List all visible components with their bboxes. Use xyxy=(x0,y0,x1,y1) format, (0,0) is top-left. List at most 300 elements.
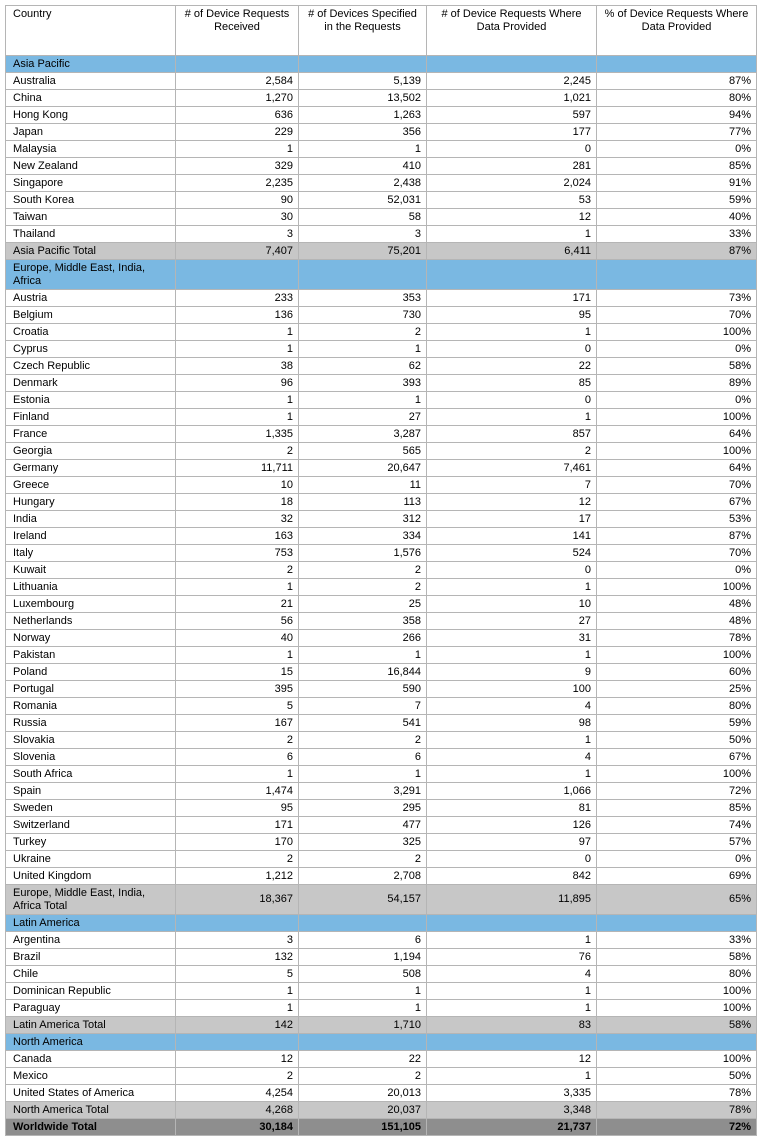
requests-received-cell: 170 xyxy=(176,834,299,851)
percent-provided-cell: 70% xyxy=(597,545,757,562)
data-provided-cell: 1 xyxy=(427,732,597,749)
devices-specified-cell: 353 xyxy=(299,290,427,307)
requests-received-cell: 2 xyxy=(176,851,299,868)
devices-specified-cell: 2 xyxy=(299,324,427,341)
country-cell: Hungary xyxy=(6,494,176,511)
region-header-filler xyxy=(299,915,427,932)
data-provided-cell: 1 xyxy=(427,226,597,243)
devices-specified-cell: 2,438 xyxy=(299,175,427,192)
table-row xyxy=(6,681,757,698)
data-provided-cell: 22 xyxy=(427,358,597,375)
devices-specified-cell: 16,844 xyxy=(299,664,427,681)
data-provided-cell: 0 xyxy=(427,141,597,158)
table-row xyxy=(6,613,757,630)
region-header-filler xyxy=(427,1034,597,1051)
country-cell: Ireland xyxy=(6,528,176,545)
percent-provided-cell: 70% xyxy=(597,477,757,494)
devices-specified-cell: 1 xyxy=(299,341,427,358)
country-cell: Luxembourg xyxy=(6,596,176,613)
header-requests-data-provided: # of Device Requests Where Data Provided xyxy=(427,6,597,56)
percent-provided-cell: 100% xyxy=(597,443,757,460)
country-cell: Czech Republic xyxy=(6,358,176,375)
percent-provided-cell: 69% xyxy=(597,868,757,885)
region-total-label: Latin America Total xyxy=(6,1017,176,1034)
table-row xyxy=(6,73,757,90)
table-row xyxy=(6,358,757,375)
country-cell: Georgia xyxy=(6,443,176,460)
requests-received-cell: 395 xyxy=(176,681,299,698)
data-provided-cell: 1 xyxy=(427,983,597,1000)
table-row xyxy=(6,1000,757,1017)
devices-specified-cell: 356 xyxy=(299,124,427,141)
requests-received-cell: 95 xyxy=(176,800,299,817)
devices-specified-cell: 62 xyxy=(299,358,427,375)
data-provided-cell: 597 xyxy=(427,107,597,124)
table-row xyxy=(6,817,757,834)
requests-received-cell: 7,407 xyxy=(176,243,299,260)
requests-received-cell: 636 xyxy=(176,107,299,124)
country-cell: Paraguay xyxy=(6,1000,176,1017)
data-provided-cell: 100 xyxy=(427,681,597,698)
requests-received-cell: 1 xyxy=(176,324,299,341)
devices-specified-cell: 52,031 xyxy=(299,192,427,209)
device-requests-report xyxy=(5,5,756,1136)
data-provided-cell: 1 xyxy=(427,579,597,596)
percent-provided-cell: 0% xyxy=(597,392,757,409)
devices-specified-cell: 58 xyxy=(299,209,427,226)
table-row xyxy=(6,851,757,868)
country-cell: Slovakia xyxy=(6,732,176,749)
data-provided-cell: 0 xyxy=(427,392,597,409)
country-cell: Brazil xyxy=(6,949,176,966)
country-cell: Germany xyxy=(6,460,176,477)
percent-provided-cell: 48% xyxy=(597,596,757,613)
devices-specified-cell: 113 xyxy=(299,494,427,511)
header-row xyxy=(6,6,757,56)
region-header-filler xyxy=(299,1034,427,1051)
data-provided-cell: 2,245 xyxy=(427,73,597,90)
country-cell: Italy xyxy=(6,545,176,562)
devices-specified-cell: 20,037 xyxy=(299,1102,427,1119)
percent-provided-cell: 53% xyxy=(597,511,757,528)
data-provided-cell: 177 xyxy=(427,124,597,141)
devices-specified-cell: 2 xyxy=(299,579,427,596)
percent-provided-cell: 67% xyxy=(597,749,757,766)
data-provided-cell: 1 xyxy=(427,647,597,664)
requests-received-cell: 18 xyxy=(176,494,299,511)
requests-received-cell: 30 xyxy=(176,209,299,226)
country-cell: Turkey xyxy=(6,834,176,851)
devices-specified-cell: 590 xyxy=(299,681,427,698)
devices-specified-cell: 7 xyxy=(299,698,427,715)
country-cell: Finland xyxy=(6,409,176,426)
percent-provided-cell: 64% xyxy=(597,460,757,477)
requests-received-cell: 136 xyxy=(176,307,299,324)
table-row xyxy=(6,226,757,243)
devices-specified-cell: 3,291 xyxy=(299,783,427,800)
region-name: Asia Pacific xyxy=(6,56,176,73)
requests-received-cell: 21 xyxy=(176,596,299,613)
table-row xyxy=(6,766,757,783)
country-cell: Lithuania xyxy=(6,579,176,596)
data-provided-cell: 4 xyxy=(427,749,597,766)
requests-received-cell: 40 xyxy=(176,630,299,647)
table-row xyxy=(6,290,757,307)
data-provided-cell: 1 xyxy=(427,932,597,949)
table-row xyxy=(6,834,757,851)
requests-received-cell: 4,254 xyxy=(176,1085,299,1102)
region-header-filler xyxy=(299,260,427,290)
percent-provided-cell: 59% xyxy=(597,192,757,209)
data-provided-cell: 95 xyxy=(427,307,597,324)
devices-specified-cell: 508 xyxy=(299,966,427,983)
requests-received-cell: 1,474 xyxy=(176,783,299,800)
percent-provided-cell: 87% xyxy=(597,243,757,260)
percent-provided-cell: 89% xyxy=(597,375,757,392)
table-row xyxy=(6,528,757,545)
requests-received-cell: 11,711 xyxy=(176,460,299,477)
data-provided-cell: 0 xyxy=(427,851,597,868)
country-cell: Taiwan xyxy=(6,209,176,226)
data-provided-cell: 98 xyxy=(427,715,597,732)
data-provided-cell: 1 xyxy=(427,409,597,426)
country-cell: Thailand xyxy=(6,226,176,243)
requests-received-cell: 142 xyxy=(176,1017,299,1034)
percent-provided-cell: 100% xyxy=(597,766,757,783)
percent-provided-cell: 0% xyxy=(597,141,757,158)
requests-received-cell: 2 xyxy=(176,443,299,460)
percent-provided-cell: 100% xyxy=(597,1051,757,1068)
devices-specified-cell: 11 xyxy=(299,477,427,494)
table-row xyxy=(6,698,757,715)
region-header-filler xyxy=(427,915,597,932)
percent-provided-cell: 58% xyxy=(597,949,757,966)
country-cell: Australia xyxy=(6,73,176,90)
percent-provided-cell: 57% xyxy=(597,834,757,851)
devices-specified-cell: 27 xyxy=(299,409,427,426)
percent-provided-cell: 50% xyxy=(597,732,757,749)
table-row xyxy=(6,664,757,681)
requests-received-cell: 1 xyxy=(176,579,299,596)
devices-specified-cell: 2,708 xyxy=(299,868,427,885)
country-cell: Poland xyxy=(6,664,176,681)
data-provided-cell: 21,737 xyxy=(427,1119,597,1136)
requests-received-cell: 18,367 xyxy=(176,885,299,915)
country-cell: Estonia xyxy=(6,392,176,409)
percent-provided-cell: 70% xyxy=(597,307,757,324)
country-cell: Singapore xyxy=(6,175,176,192)
region-header-filler xyxy=(597,260,757,290)
devices-specified-cell: 25 xyxy=(299,596,427,613)
data-provided-cell: 10 xyxy=(427,596,597,613)
region-header-filler xyxy=(299,56,427,73)
percent-provided-cell: 72% xyxy=(597,1119,757,1136)
percent-provided-cell: 40% xyxy=(597,209,757,226)
table-row xyxy=(6,107,757,124)
region-name: Latin America xyxy=(6,915,176,932)
devices-specified-cell: 565 xyxy=(299,443,427,460)
country-cell: Croatia xyxy=(6,324,176,341)
devices-specified-cell: 393 xyxy=(299,375,427,392)
devices-specified-cell: 410 xyxy=(299,158,427,175)
devices-specified-cell: 1 xyxy=(299,392,427,409)
percent-provided-cell: 100% xyxy=(597,647,757,664)
data-provided-cell: 842 xyxy=(427,868,597,885)
requests-received-cell: 167 xyxy=(176,715,299,732)
requests-received-cell: 2,584 xyxy=(176,73,299,90)
data-provided-cell: 12 xyxy=(427,494,597,511)
percent-provided-cell: 60% xyxy=(597,664,757,681)
table-row xyxy=(6,932,757,949)
data-provided-cell: 81 xyxy=(427,800,597,817)
percent-provided-cell: 58% xyxy=(597,1017,757,1034)
percent-provided-cell: 74% xyxy=(597,817,757,834)
country-cell: Spain xyxy=(6,783,176,800)
data-provided-cell: 53 xyxy=(427,192,597,209)
country-cell: New Zealand xyxy=(6,158,176,175)
country-cell: Switzerland xyxy=(6,817,176,834)
percent-provided-cell: 0% xyxy=(597,562,757,579)
data-provided-cell: 524 xyxy=(427,545,597,562)
devices-specified-cell: 295 xyxy=(299,800,427,817)
data-provided-cell: 7 xyxy=(427,477,597,494)
requests-received-cell: 4,268 xyxy=(176,1102,299,1119)
device-requests-table xyxy=(5,5,757,1136)
region-total-row xyxy=(6,1102,757,1119)
requests-received-cell: 171 xyxy=(176,817,299,834)
region-total-row xyxy=(6,243,757,260)
country-cell: Austria xyxy=(6,290,176,307)
table-row xyxy=(6,141,757,158)
devices-specified-cell: 1 xyxy=(299,1000,427,1017)
region-header-filler xyxy=(597,1034,757,1051)
table-row xyxy=(6,341,757,358)
devices-specified-cell: 358 xyxy=(299,613,427,630)
data-provided-cell: 0 xyxy=(427,341,597,358)
region-header-filler xyxy=(176,915,299,932)
region-header-row xyxy=(6,1034,757,1051)
devices-specified-cell: 1 xyxy=(299,647,427,664)
table-row xyxy=(6,715,757,732)
country-cell: Norway xyxy=(6,630,176,647)
region-header-filler xyxy=(176,1034,299,1051)
percent-provided-cell: 64% xyxy=(597,426,757,443)
requests-received-cell: 5 xyxy=(176,698,299,715)
table-row xyxy=(6,647,757,664)
requests-received-cell: 32 xyxy=(176,511,299,528)
header-devices-specified: # of Devices Specified in the Requests xyxy=(299,6,427,56)
country-cell: Canada xyxy=(6,1051,176,1068)
country-cell: United Kingdom xyxy=(6,868,176,885)
percent-provided-cell: 94% xyxy=(597,107,757,124)
table-row xyxy=(6,409,757,426)
data-provided-cell: 126 xyxy=(427,817,597,834)
data-provided-cell: 1,021 xyxy=(427,90,597,107)
percent-provided-cell: 78% xyxy=(597,630,757,647)
region-name: Europe, Middle East, India, Africa xyxy=(6,260,176,290)
data-provided-cell: 11,895 xyxy=(427,885,597,915)
devices-specified-cell: 2 xyxy=(299,562,427,579)
region-header-filler xyxy=(597,56,757,73)
country-cell: Portugal xyxy=(6,681,176,698)
country-cell: Netherlands xyxy=(6,613,176,630)
country-cell: Hong Kong xyxy=(6,107,176,124)
requests-received-cell: 1,335 xyxy=(176,426,299,443)
country-cell: France xyxy=(6,426,176,443)
country-cell: India xyxy=(6,511,176,528)
region-header-filler xyxy=(597,915,757,932)
data-provided-cell: 0 xyxy=(427,562,597,579)
country-cell: Pakistan xyxy=(6,647,176,664)
data-provided-cell: 83 xyxy=(427,1017,597,1034)
requests-received-cell: 1 xyxy=(176,392,299,409)
region-header-filler xyxy=(176,56,299,73)
requests-received-cell: 3 xyxy=(176,226,299,243)
requests-received-cell: 2 xyxy=(176,562,299,579)
data-provided-cell: 12 xyxy=(427,209,597,226)
data-provided-cell: 141 xyxy=(427,528,597,545)
country-cell: Mexico xyxy=(6,1068,176,1085)
data-provided-cell: 76 xyxy=(427,949,597,966)
data-provided-cell: 3,348 xyxy=(427,1102,597,1119)
devices-specified-cell: 1 xyxy=(299,766,427,783)
requests-received-cell: 753 xyxy=(176,545,299,562)
region-name: North America xyxy=(6,1034,176,1051)
requests-received-cell: 12 xyxy=(176,1051,299,1068)
region-total-label: Asia Pacific Total xyxy=(6,243,176,260)
country-cell: Russia xyxy=(6,715,176,732)
country-cell: Sweden xyxy=(6,800,176,817)
table-row xyxy=(6,545,757,562)
devices-specified-cell: 6 xyxy=(299,749,427,766)
devices-specified-cell: 2 xyxy=(299,1068,427,1085)
country-cell: South Africa xyxy=(6,766,176,783)
worldwide-total-row xyxy=(6,1119,757,1136)
percent-provided-cell: 25% xyxy=(597,681,757,698)
table-row xyxy=(6,192,757,209)
table-row xyxy=(6,1068,757,1085)
percent-provided-cell: 85% xyxy=(597,158,757,175)
requests-received-cell: 1,270 xyxy=(176,90,299,107)
region-header-filler xyxy=(427,56,597,73)
country-cell: Japan xyxy=(6,124,176,141)
requests-received-cell: 5 xyxy=(176,966,299,983)
requests-received-cell: 10 xyxy=(176,477,299,494)
percent-provided-cell: 91% xyxy=(597,175,757,192)
percent-provided-cell: 87% xyxy=(597,73,757,90)
data-provided-cell: 27 xyxy=(427,613,597,630)
devices-specified-cell: 334 xyxy=(299,528,427,545)
region-total-row xyxy=(6,885,757,915)
country-cell: Argentina xyxy=(6,932,176,949)
devices-specified-cell: 1,263 xyxy=(299,107,427,124)
requests-received-cell: 1 xyxy=(176,409,299,426)
percent-provided-cell: 80% xyxy=(597,966,757,983)
country-cell: Denmark xyxy=(6,375,176,392)
country-cell: Malaysia xyxy=(6,141,176,158)
percent-provided-cell: 0% xyxy=(597,851,757,868)
country-cell: Dominican Republic xyxy=(6,983,176,1000)
data-provided-cell: 1,066 xyxy=(427,783,597,800)
table-row xyxy=(6,307,757,324)
table-row xyxy=(6,511,757,528)
region-header-row xyxy=(6,915,757,932)
percent-provided-cell: 33% xyxy=(597,932,757,949)
table-row xyxy=(6,949,757,966)
data-provided-cell: 7,461 xyxy=(427,460,597,477)
table-row xyxy=(6,579,757,596)
requests-received-cell: 38 xyxy=(176,358,299,375)
devices-specified-cell: 151,105 xyxy=(299,1119,427,1136)
devices-specified-cell: 22 xyxy=(299,1051,427,1068)
table-row xyxy=(6,392,757,409)
country-cell: Chile xyxy=(6,966,176,983)
data-provided-cell: 17 xyxy=(427,511,597,528)
devices-specified-cell: 1,710 xyxy=(299,1017,427,1034)
table-row xyxy=(6,1085,757,1102)
data-provided-cell: 31 xyxy=(427,630,597,647)
worldwide-total-label: Worldwide Total xyxy=(6,1119,176,1136)
percent-provided-cell: 0% xyxy=(597,341,757,358)
requests-received-cell: 2 xyxy=(176,1068,299,1085)
header-country: Country xyxy=(6,6,176,56)
data-provided-cell: 1 xyxy=(427,324,597,341)
table-row xyxy=(6,90,757,107)
header-percent-data-provided: % of Device Requests Where Data Provided xyxy=(597,6,757,56)
devices-specified-cell: 6 xyxy=(299,932,427,949)
table-row xyxy=(6,800,757,817)
percent-provided-cell: 80% xyxy=(597,698,757,715)
percent-provided-cell: 80% xyxy=(597,90,757,107)
percent-provided-cell: 65% xyxy=(597,885,757,915)
country-cell: United States of America xyxy=(6,1085,176,1102)
data-provided-cell: 2 xyxy=(427,443,597,460)
devices-specified-cell: 3,287 xyxy=(299,426,427,443)
table-row xyxy=(6,596,757,613)
table-row xyxy=(6,158,757,175)
table-row xyxy=(6,375,757,392)
data-provided-cell: 12 xyxy=(427,1051,597,1068)
devices-specified-cell: 541 xyxy=(299,715,427,732)
devices-specified-cell: 325 xyxy=(299,834,427,851)
table-row xyxy=(6,460,757,477)
percent-provided-cell: 50% xyxy=(597,1068,757,1085)
table-row xyxy=(6,175,757,192)
percent-provided-cell: 78% xyxy=(597,1085,757,1102)
region-header-row xyxy=(6,260,757,290)
requests-received-cell: 1 xyxy=(176,341,299,358)
percent-provided-cell: 48% xyxy=(597,613,757,630)
percent-provided-cell: 78% xyxy=(597,1102,757,1119)
percent-provided-cell: 73% xyxy=(597,290,757,307)
devices-specified-cell: 477 xyxy=(299,817,427,834)
requests-received-cell: 1 xyxy=(176,647,299,664)
table-row xyxy=(6,209,757,226)
region-header-row xyxy=(6,56,757,73)
requests-received-cell: 163 xyxy=(176,528,299,545)
devices-specified-cell: 1 xyxy=(299,983,427,1000)
country-cell: Slovenia xyxy=(6,749,176,766)
data-provided-cell: 85 xyxy=(427,375,597,392)
data-provided-cell: 1 xyxy=(427,766,597,783)
table-row xyxy=(6,124,757,141)
data-provided-cell: 4 xyxy=(427,698,597,715)
table-row xyxy=(6,324,757,341)
requests-received-cell: 30,184 xyxy=(176,1119,299,1136)
percent-provided-cell: 100% xyxy=(597,324,757,341)
country-cell: Cyprus xyxy=(6,341,176,358)
percent-provided-cell: 100% xyxy=(597,409,757,426)
